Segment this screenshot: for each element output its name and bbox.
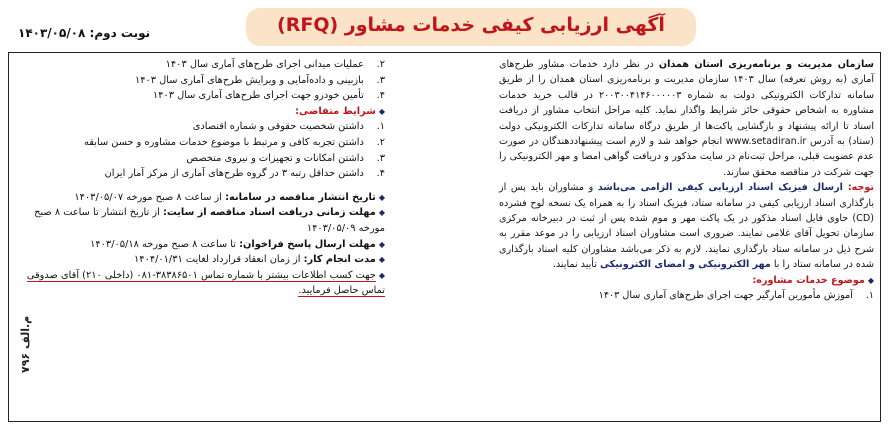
- bullet-diamond-icon: ◆: [378, 270, 385, 280]
- bullet-diamond-icon: ◆: [378, 255, 385, 265]
- organization-name: سازمان مدیریت و برنامه‌ریزی استان همدان: [658, 59, 874, 70]
- subject-heading: ◆موضوع خدمات مشاوره:: [752, 274, 874, 286]
- spacer: [15, 182, 385, 190]
- condition-item-1: ۱. داشتن شخصیت حقوقی و شماره اقتصادی: [192, 121, 385, 133]
- condition-item-2: ۲. داشتن تجربه کافی و مرتبط با موضوع خدمات مشاوره و حسن سابقه: [84, 136, 385, 148]
- note-emphasis-2: مهر الکترونیکی و امضای الکترونیکی: [599, 259, 771, 271]
- reference-code: م.الف ۷۹۶: [19, 315, 32, 373]
- intro-text-2: انجام خواهد شد و لازم است پیشنهاددهندگان در صورت عدم عضویت قبلی، مراحل ثبت‌نام در سایت مذکور و دریافت گواهی امضا و مهر الکترونیکی را جهت شرکت در مناقصه محقق سازند.: [499, 136, 874, 178]
- publish-date: ◆تاریخ انتشار مناقصه در سامانه: از ساعت ۸ صبح مورخه ۱۴۰۳/۰۵/۰۷: [74, 191, 385, 203]
- condition-item-3: ۳. داشتن امکانات و تجهیزات و نیروی متخصص: [186, 152, 385, 164]
- title-banner: [246, 8, 696, 46]
- bullet-diamond-icon: ◆: [867, 275, 874, 285]
- intro-paragraph: [499, 57, 874, 180]
- bullet-diamond-icon: ◆: [378, 106, 385, 116]
- note-emphasis: ارسال فیزیک اسناد ارزیابی کیفی الزامی می‌باشد: [597, 182, 848, 194]
- round-date: نوبت دوم: ۱۴۰۳/۰۵/۰۸: [18, 26, 151, 40]
- bullet-diamond-icon: ◆: [378, 239, 385, 249]
- note-label: توجه:: [847, 182, 874, 194]
- condition-item-4: ۴. داشتن حداقل رتبه ۳ در گروه طرح‌های آماری از مرکز آمار ایران: [104, 168, 385, 180]
- content-frame: [8, 52, 881, 422]
- bullet-diamond-icon: ◆: [378, 192, 385, 202]
- receive-deadline: ◆مهلت زمانی دریافت اسناد مناقصه از سایت: از تاریخ انتشار تا ساعت ۸ صبح مورخه ۱۴۰۳/۰۵/۰۹: [34, 207, 385, 234]
- right-column: [499, 57, 874, 304]
- setad-url[interactable]: www.setadiran.ir: [725, 136, 807, 148]
- page-title: آگهی ارزیابی کیفی خدمات مشاور (RFQ): [277, 14, 665, 36]
- contact-info: ◆جهت کسب اطلاعات بیشتر با شماره تماس ۳۸۳۸۶۵۰۱-۰۸۱ (داخلی ۲۱۰) آقای صدوقی تماس حاصل فرمایید.: [26, 269, 385, 297]
- conditions-heading: ◆شرایط متقاضی:: [295, 105, 385, 117]
- note-paragraph: [499, 180, 874, 272]
- note-text-2: تأیید نمایند.: [552, 259, 600, 271]
- header: [8, 4, 881, 50]
- bullet-diamond-icon: ◆: [378, 208, 385, 218]
- subject-item-3: ۳. بازبینی و داده‌آمایی و ویرایش طرح‌های آماری سال ۱۴۰۳: [134, 74, 385, 86]
- response-deadline: ◆مهلت ارسال پاسخ فراخوان: تا ساعت ۸ صبح مورخه ۱۴۰۳/۰۵/۱۸: [90, 238, 385, 250]
- note-text-1: و مشاوران باید پس از بارگذاری اسناد ارزیابی کیفی در سامانه ستاد، فیزیک اسناد را به همراه یک نسخه لوح فشرده (CD) حاوی فایل اسناد مذکور در یک پاکت مهر و موم شده پس از ثبت در دبیرخانه مرکزی سازمان تحویل آقای غلامی نمایند. ضروری است مشاوران اسناد ارزیابی را در موعد مقرر به شرح ذیل در سامانه ستاد بارگذاری نمایند. لازم به ذکر می‌باشد مشاوران کلیه اسناد بارگذاری شده در سامانه ستاد را با: [499, 182, 874, 271]
- subject-item-4: ۴. تأمین خودرو جهت اجرای طرح‌های آماری سال ۱۴۰۳: [152, 90, 385, 102]
- intro-text-1: در نظر دارد خدمات مشاور طرح‌های آماری (به روش تعرفه) سال ۱۴۰۳ سازمان مدیریت و برنامه‌ریزی استان همدان را از طریق سامانه تدارکات الکترونیکی دولت به شماره ۲۰۰۳۰۰۴۱۴۶۰۰۰۰۰۳ در قالب خرید خدمات مشاوره به اشخاص حقوقی حائز شرایط واگذار نماید. کلیه مراحل انتخاب مشاور از دریافت اسناد تا ارائه پیشنهاد و بازگشایی پاکت‌ها از طریق درگاه سامانه تدارکات الکترونیکی دولت (ستاد) به آدرس: [499, 59, 875, 148]
- subject-item-1: ۱. آموزش مأمورین آمارگیر جهت اجرای طرح‌های آماری سال ۱۴۰۳: [598, 290, 874, 302]
- subject-item-2: ۲. عملیات میدانی اجرای طرح‌های آماری سال ۱۴۰۳: [165, 59, 385, 70]
- work-duration: ◆مدت انجام کار: از زمان انعقاد قرارداد لغایت ۱۴۰۴/۰۱/۳۱: [134, 254, 385, 266]
- left-column: [15, 57, 385, 299]
